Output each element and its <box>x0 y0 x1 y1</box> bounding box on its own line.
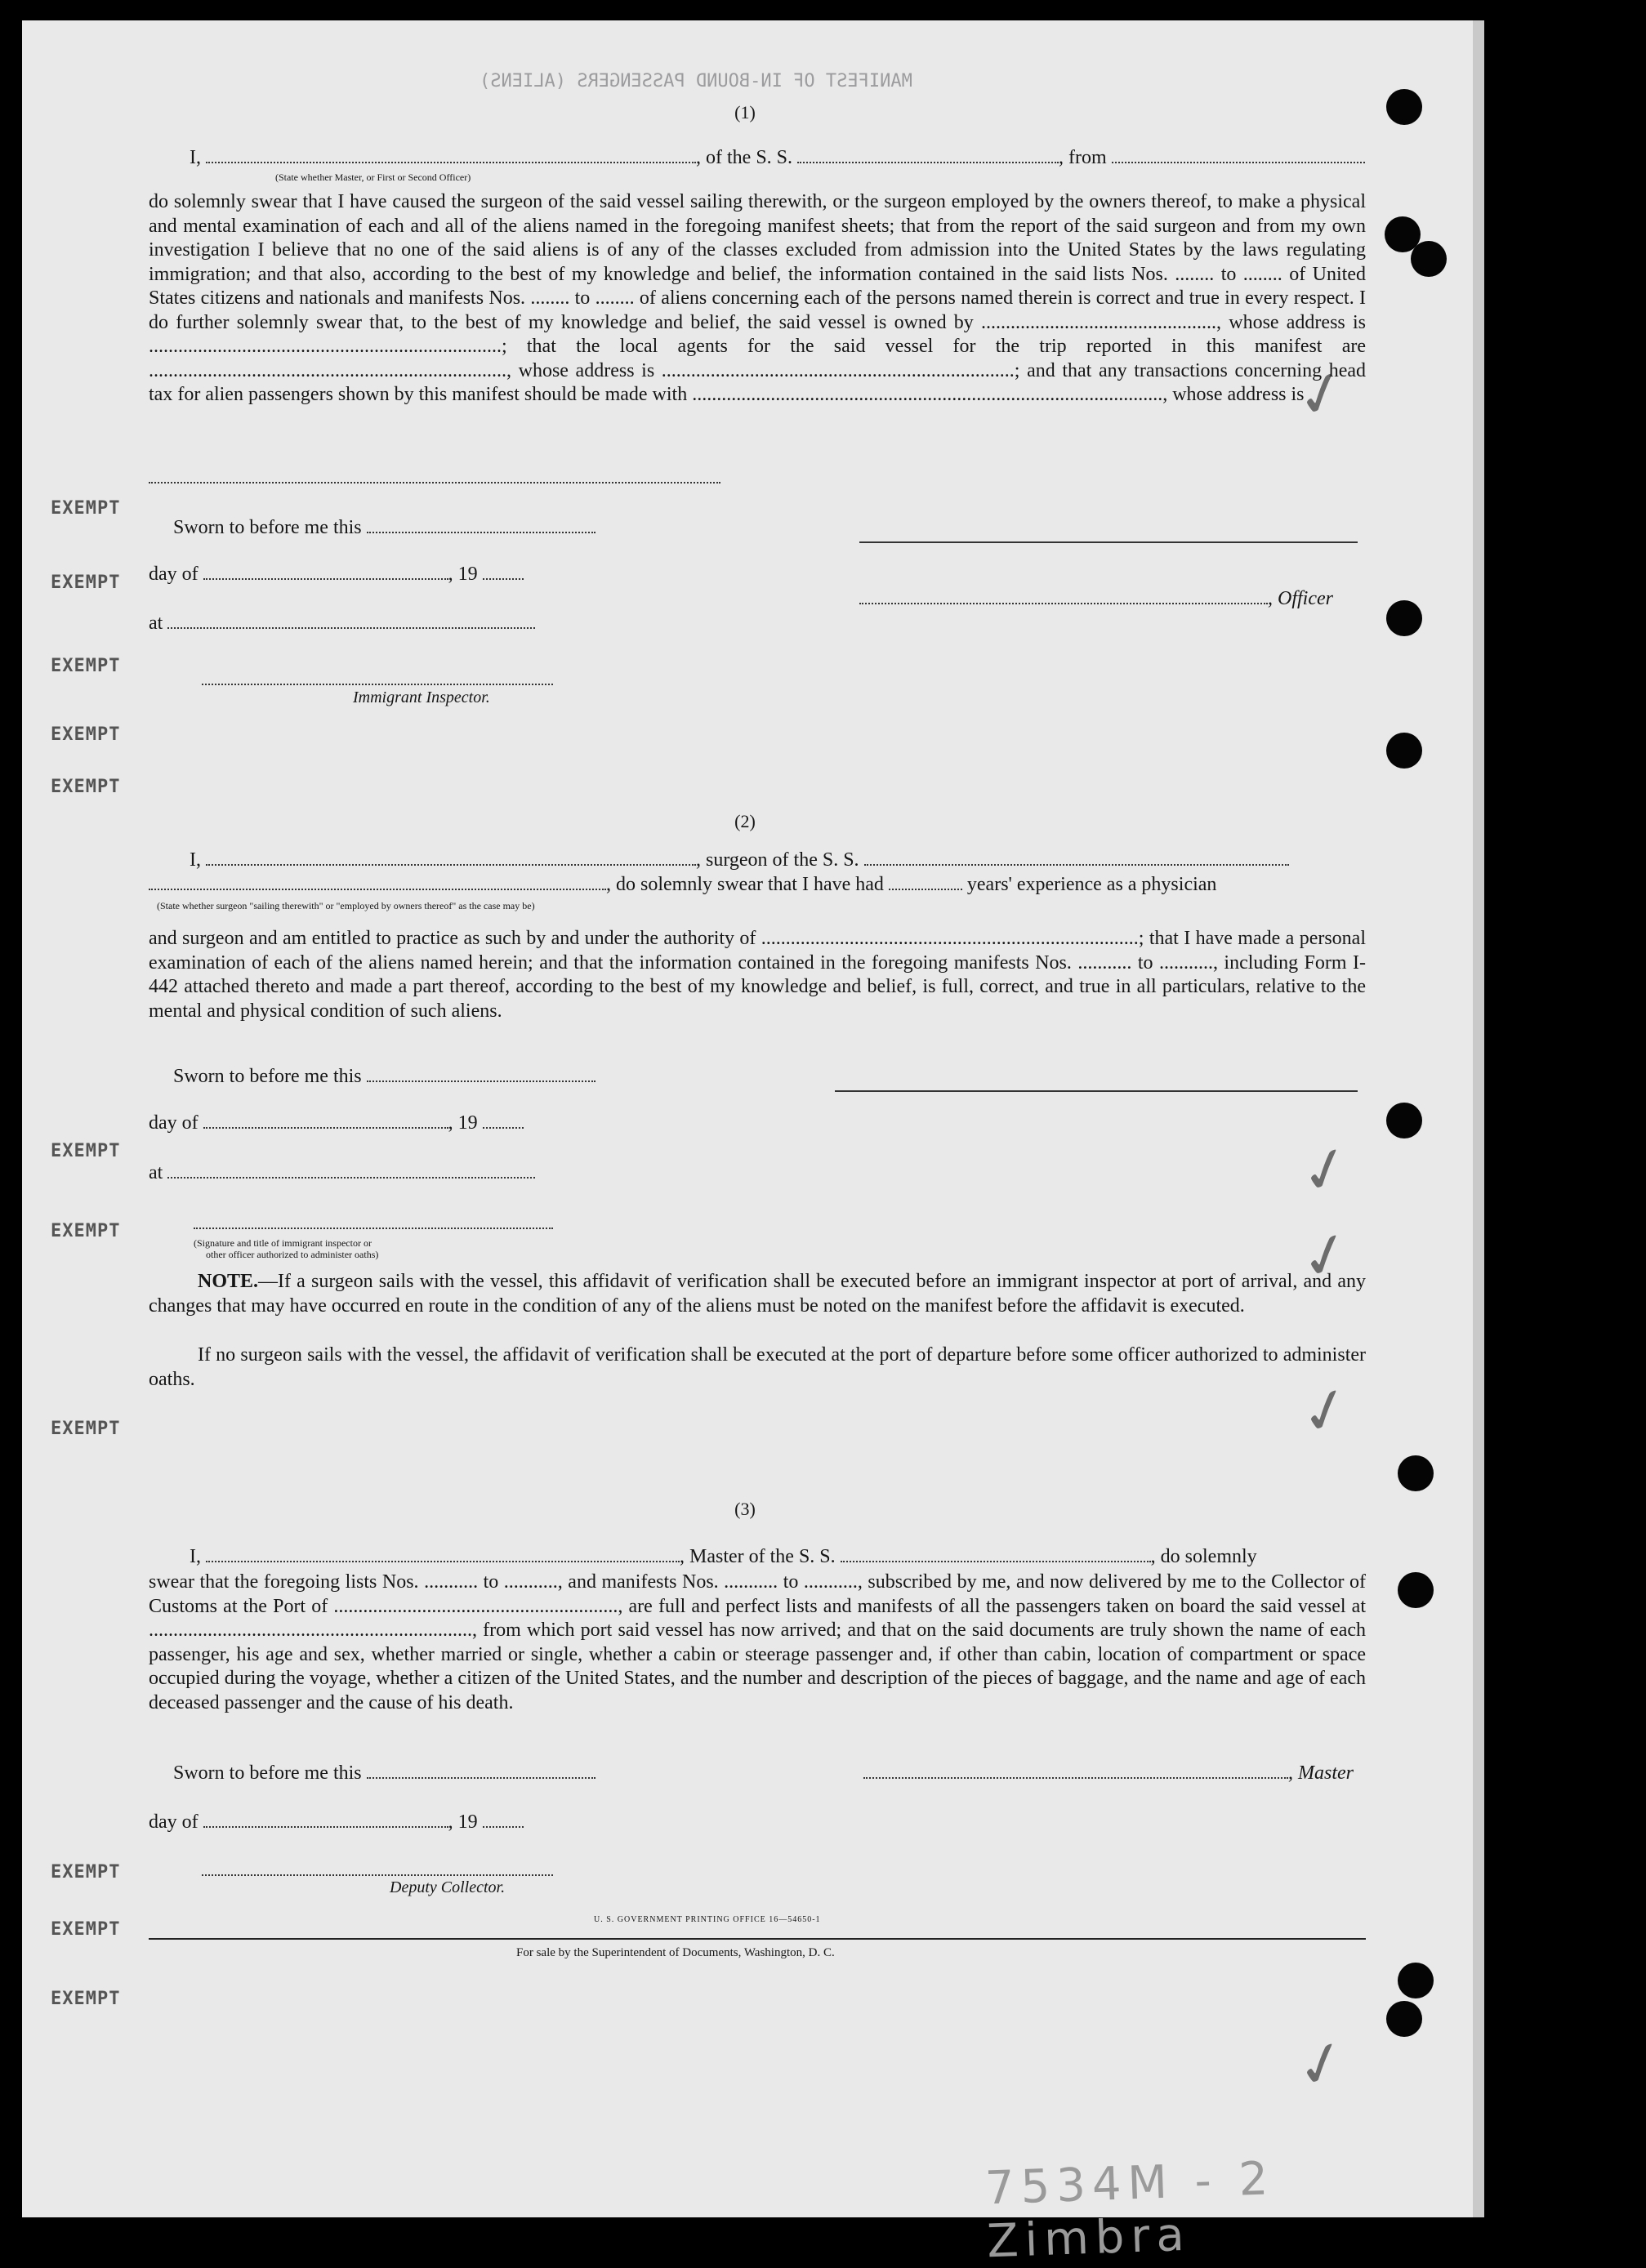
text: , surgeon of the S. S. <box>696 849 859 871</box>
exempt-stamp: EXEMPT <box>51 724 121 745</box>
check-mark: ✓ <box>1291 1130 1360 1211</box>
blank-field <box>864 861 1289 866</box>
sworn-line <box>173 1066 596 1088</box>
day-of-line: day of , 19 <box>149 564 524 586</box>
note-paragraph-2: If no surgeon sails with the vessel, the affidavit of verification shall be executed at the port of departure before some officer authorized to administer oaths. <box>149 1344 1366 1390</box>
exempt-stamp: EXEMPT <box>51 1141 121 1161</box>
punch-hole <box>1386 600 1422 636</box>
blank-field <box>797 158 1059 163</box>
punch-hole <box>1386 2001 1422 2037</box>
blank-field <box>483 1124 524 1129</box>
text: , Master of the S. S. <box>680 1546 836 1567</box>
sworn-line <box>173 1762 596 1785</box>
text: day of <box>149 1811 199 1833</box>
blank-field <box>841 1557 1151 1562</box>
text: , Master <box>1288 1762 1354 1784</box>
affidavit-3-line-1 <box>190 1546 1257 1568</box>
section-number: (3) <box>734 1499 756 1519</box>
text: I, <box>190 1546 201 1567</box>
punch-hole <box>1398 1455 1434 1491</box>
exempt-stamp: EXEMPT <box>51 573 121 593</box>
text: , do solemnly swear that I have had <box>606 874 884 895</box>
signature-line <box>202 1874 553 1876</box>
sworn-line <box>173 517 596 539</box>
blank-field <box>483 1823 524 1828</box>
exempt-stamp: EXEMPT <box>51 1862 121 1883</box>
punch-hole <box>1386 733 1422 769</box>
day-of-line: day of , 19 <box>149 1112 524 1134</box>
blank-field <box>859 599 1268 604</box>
officer-signature <box>859 588 1333 610</box>
blank-field <box>203 1823 448 1828</box>
text: Sworn to before me this <box>173 517 362 538</box>
text: I, <box>190 147 201 168</box>
section-number: (1) <box>734 102 756 123</box>
text: years' experience as a physician <box>966 874 1217 895</box>
affidavit-1-body: do solemnly swear that I have caused the surgeon of the said vessel sailing therewith, or the surgeon employed by the owners thereof, to make a physical and mental examination of each and all of the aliens named in the foregoing manifest sheets; that from the report of the said surgeon and from my own investigation I believe that no one of the said aliens is of any of the classes excluded from admission into the United States by the laws regulating immigration; and that also, according to the best of my knowledge and belief, the information contained in the said lists Nos. ........ to ........ of United States citizens and nationals and manifests Nos. ........ to ........ of aliens concerning each of the persons named therein is correct and true in every respect. I do further solemnly swear that, to the best of my knowledge and belief, the said vessel is owned by ................................................, whose address is ........................................................................; that the local agents for the said vessel for the trip reported in this manifest are ........................................................................., whose address is ........................................................................; and that any transactions concerning head tax for alien passengers shown by this manifest should be made with ................................................................................................, whose address is <box>149 191 1366 405</box>
text: at <box>149 613 163 634</box>
affidavit-3-body: swear that the foregoing lists Nos. ........... to ..........., and manifests Nos. ........... to ..........., subscribed by me, and now delivered by me to the Collector of Customs at the Port of .........................................................., are full and perfect lists and manifests of all the passengers taken on board the said vessel at .................................................................., from which port said vessel has now arrived; and that on the said documents are truly shown the name of each passenger, his age and sex, whether married or single, whether a cabin or steerage passenger and, if other than cabin, location of compartment or space occupied during the voyage, whether a citizen of the United States, and the number and description of the pieces of baggage, and the name and age of each deceased passenger and the cause of his death. <box>149 1571 1366 1713</box>
punch-hole <box>1398 1963 1434 1998</box>
blank-field <box>149 885 606 890</box>
at-line <box>149 613 535 635</box>
exempt-stamp: EXEMPT <box>51 498 121 519</box>
blank-field <box>206 861 696 866</box>
blank-field <box>203 1124 448 1129</box>
text: 19 <box>457 1811 478 1833</box>
affidavit-2-line-1 <box>190 849 1289 871</box>
punch-hole <box>1386 1103 1422 1138</box>
blank-field <box>206 158 696 163</box>
text: —If a surgeon sails with the vessel, this affidavit of verification shall be executed before an immigrant inspector at port of arrival, and any changes that may have occurred en route in the condition of any of the aliens must be noted on the manifest before the affidavit is executed. <box>149 1271 1366 1317</box>
affidavit-2-body: and surgeon and am entitled to practice as such by and under the authority of .............................................................................; that I have made a personal examination of each of the aliens named herein; and that the information contained in the foregoing manifests Nos. ........... to ..........., including Form I-442 attached thereto and made a part thereof, according to the best of my knowledge and belief, is full, correct, and true in all particulars, relative to the mental and physical condition of such aliens. <box>149 928 1366 1022</box>
punch-hole <box>1411 241 1447 277</box>
text: , from <box>1059 147 1107 168</box>
handwritten-number: 7534M - 2 Zimbra <box>984 2152 1276 2268</box>
signature-line <box>835 1090 1358 1092</box>
bleed-through-header: MANIFEST OF IN-BOUND PASSENGERS (ALIENS) <box>480 71 912 91</box>
note-paragraph <box>149 1270 1366 1318</box>
blank-field <box>367 1774 596 1779</box>
exempt-stamp: EXEMPT <box>51 656 121 676</box>
exempt-stamp: EXEMPT <box>51 777 121 797</box>
punch-hole <box>1386 89 1422 125</box>
signature-line <box>202 684 553 685</box>
affidavit-2-line-2 <box>149 874 1216 896</box>
printer-imprint: U. S. GOVERNMENT PRINTING OFFICE 16—54650-1 <box>594 1915 821 1924</box>
field-note: (State whether Master, or First or Second Officer) <box>275 172 471 183</box>
field-note: (State whether surgeon "sailing therewith" or "employed by owners thereof" as the case may be) <box>157 900 535 911</box>
exempt-stamp: EXEMPT <box>51 1919 121 1940</box>
signature-note: other officer authorized to administer oaths) <box>206 1249 379 1260</box>
text: Sworn to before me this <box>173 1066 362 1087</box>
inspector-title: Immigrant Inspector. <box>353 688 490 706</box>
blank-field <box>889 885 962 890</box>
text: Sworn to before me this <box>173 1762 362 1784</box>
text: , of the S. S. <box>696 147 793 168</box>
day-of-line: day of , 19 <box>149 1811 524 1834</box>
exempt-stamp: EXEMPT <box>51 1419 121 1439</box>
exempt-stamp: EXEMPT <box>51 1221 121 1241</box>
signature-note: (Signature and title of immigrant inspector or <box>194 1237 372 1249</box>
note-label: NOTE. <box>198 1271 259 1292</box>
blank-field <box>149 482 720 483</box>
blank-field <box>167 624 535 629</box>
blank-field <box>367 1077 596 1082</box>
blank-field <box>167 1174 535 1179</box>
collector-title: Deputy Collector. <box>390 1878 506 1896</box>
blank-field <box>367 528 596 533</box>
text: , do solemnly <box>1150 1546 1257 1567</box>
signature-line <box>194 1228 553 1229</box>
check-mark: ✓ <box>1291 1370 1360 1452</box>
blank-field <box>863 1774 1288 1779</box>
punch-hole <box>1398 1572 1434 1608</box>
blank-field <box>1112 158 1365 163</box>
text: , Officer <box>1268 588 1333 609</box>
blank-field <box>203 575 448 580</box>
text: day of <box>149 1112 199 1134</box>
text: I, <box>190 849 201 871</box>
text: 19 <box>457 1112 478 1134</box>
footer-rule <box>149 1938 1366 1940</box>
at-line <box>149 1162 535 1184</box>
master-signature <box>863 1762 1354 1785</box>
check-mark: ✓ <box>1287 354 1356 435</box>
blank-field <box>483 575 524 580</box>
affidavit-1-line-1 <box>190 147 1365 169</box>
exempt-stamp: EXEMPT <box>51 1989 121 2009</box>
signature-line <box>859 541 1358 543</box>
section-number: (2) <box>734 811 756 831</box>
text: day of <box>149 564 199 585</box>
document-page <box>22 20 1484 2268</box>
check-mark: ✓ <box>1291 1215 1360 1297</box>
blank-field <box>206 1557 680 1562</box>
text: at <box>149 1162 163 1183</box>
text: 19 <box>457 564 478 585</box>
sale-notice: For sale by the Superintendent of Documents, Washington, D. C. <box>516 1946 835 1959</box>
check-mark: ✓ <box>1287 2024 1356 2105</box>
